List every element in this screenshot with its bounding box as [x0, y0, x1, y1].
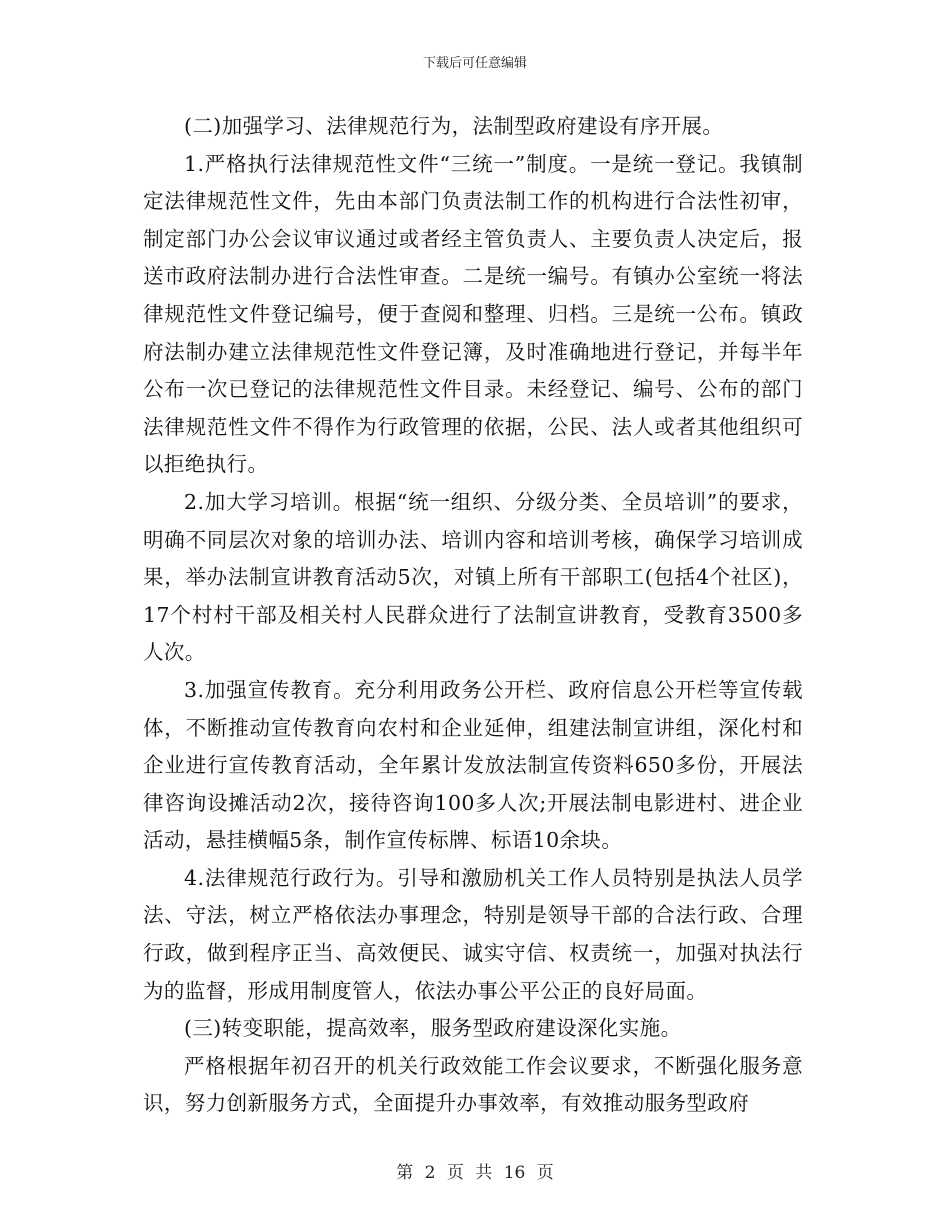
- paragraph-service: 严格根据年初召开的机关行政效能工作会议要求，不断强化服务意识，努力创新服务方式，全面提升办事效率，有效推动服务型政府: [143, 1053, 803, 1116]
- section-heading-3: (三)转变职能，提高效率，服务型政府建设深化实施。: [184, 1016, 682, 1041]
- paragraph-item-2: 2.加大学习培训。根据“统一组织、分级分类、全员培训”的要求，明确不同层次对象的培训办法、培训内容和培训考核，确保学习培训成果，举办法制宣讲教育活动5次，对镇上所有干部职工(包括4个社区)，17个村村干部及相关村人民群众进行了法制宣讲教育，受教育3500多人次。: [143, 489, 803, 665]
- paragraph-item-4: 4.法律规范行政行为。引导和激励机关工作人员特别是执法人员学法、守法，树立严格依法办事理念，特别是领导干部的合法行政、合理行政，做到程序正当、高效便民、诚实守信、权责统一，加强对执法行为的监督，形成用制度管人，依法办事公平公正的良好局面。: [143, 865, 803, 1003]
- document-body: [143, 108, 803, 1123]
- section-heading-2: (二)加强学习、法律规范行为，法制型政府建设有序开展。: [184, 114, 724, 138]
- page-header: 下载后可任意编辑: [422, 56, 527, 71]
- page-footer: 第 2 页 共 16 页: [396, 1163, 554, 1183]
- paragraph-item-3: 3.加强宣传教育。充分利用政务公开栏、政府信息公开栏等宣传载体，不断推动宣传教育向农村和企业延伸，组建法制宣讲组，深化村和企业进行宣传教育活动，全年累计发放法制宣传资料650多份，开展法律咨询设摊活动2次，接待咨询100多人次;开展法制电影进村、进企业活动，悬挂横幅5条，制作宣传标牌、标语10余块。: [143, 677, 803, 853]
- paragraph-item-1: 1.严格执行法律规范性文件“三统一”制度。一是统一登记。我镇制定法律规范性文件，先由本部门负责法制工作的机构进行合法性初审，制定部门办公会议审议通过或者经主管负责人、主要负责人决定后，报送市政府法制办进行合法性审查。二是统一编号。有镇办公室统一将法律规范性文件登记编号，便于查阅和整理、归档。三是统一公布。镇政府法制办建立法律规范性文件登记簿，及时准确地进行登记，并每半年公布一次已登记的法律规范性文件目录。未经登记、编号、公布的部门法律规范性文件不得作为行政管理的依据，公民、法人或者其他组织可以拒绝执行。: [143, 151, 803, 477]
